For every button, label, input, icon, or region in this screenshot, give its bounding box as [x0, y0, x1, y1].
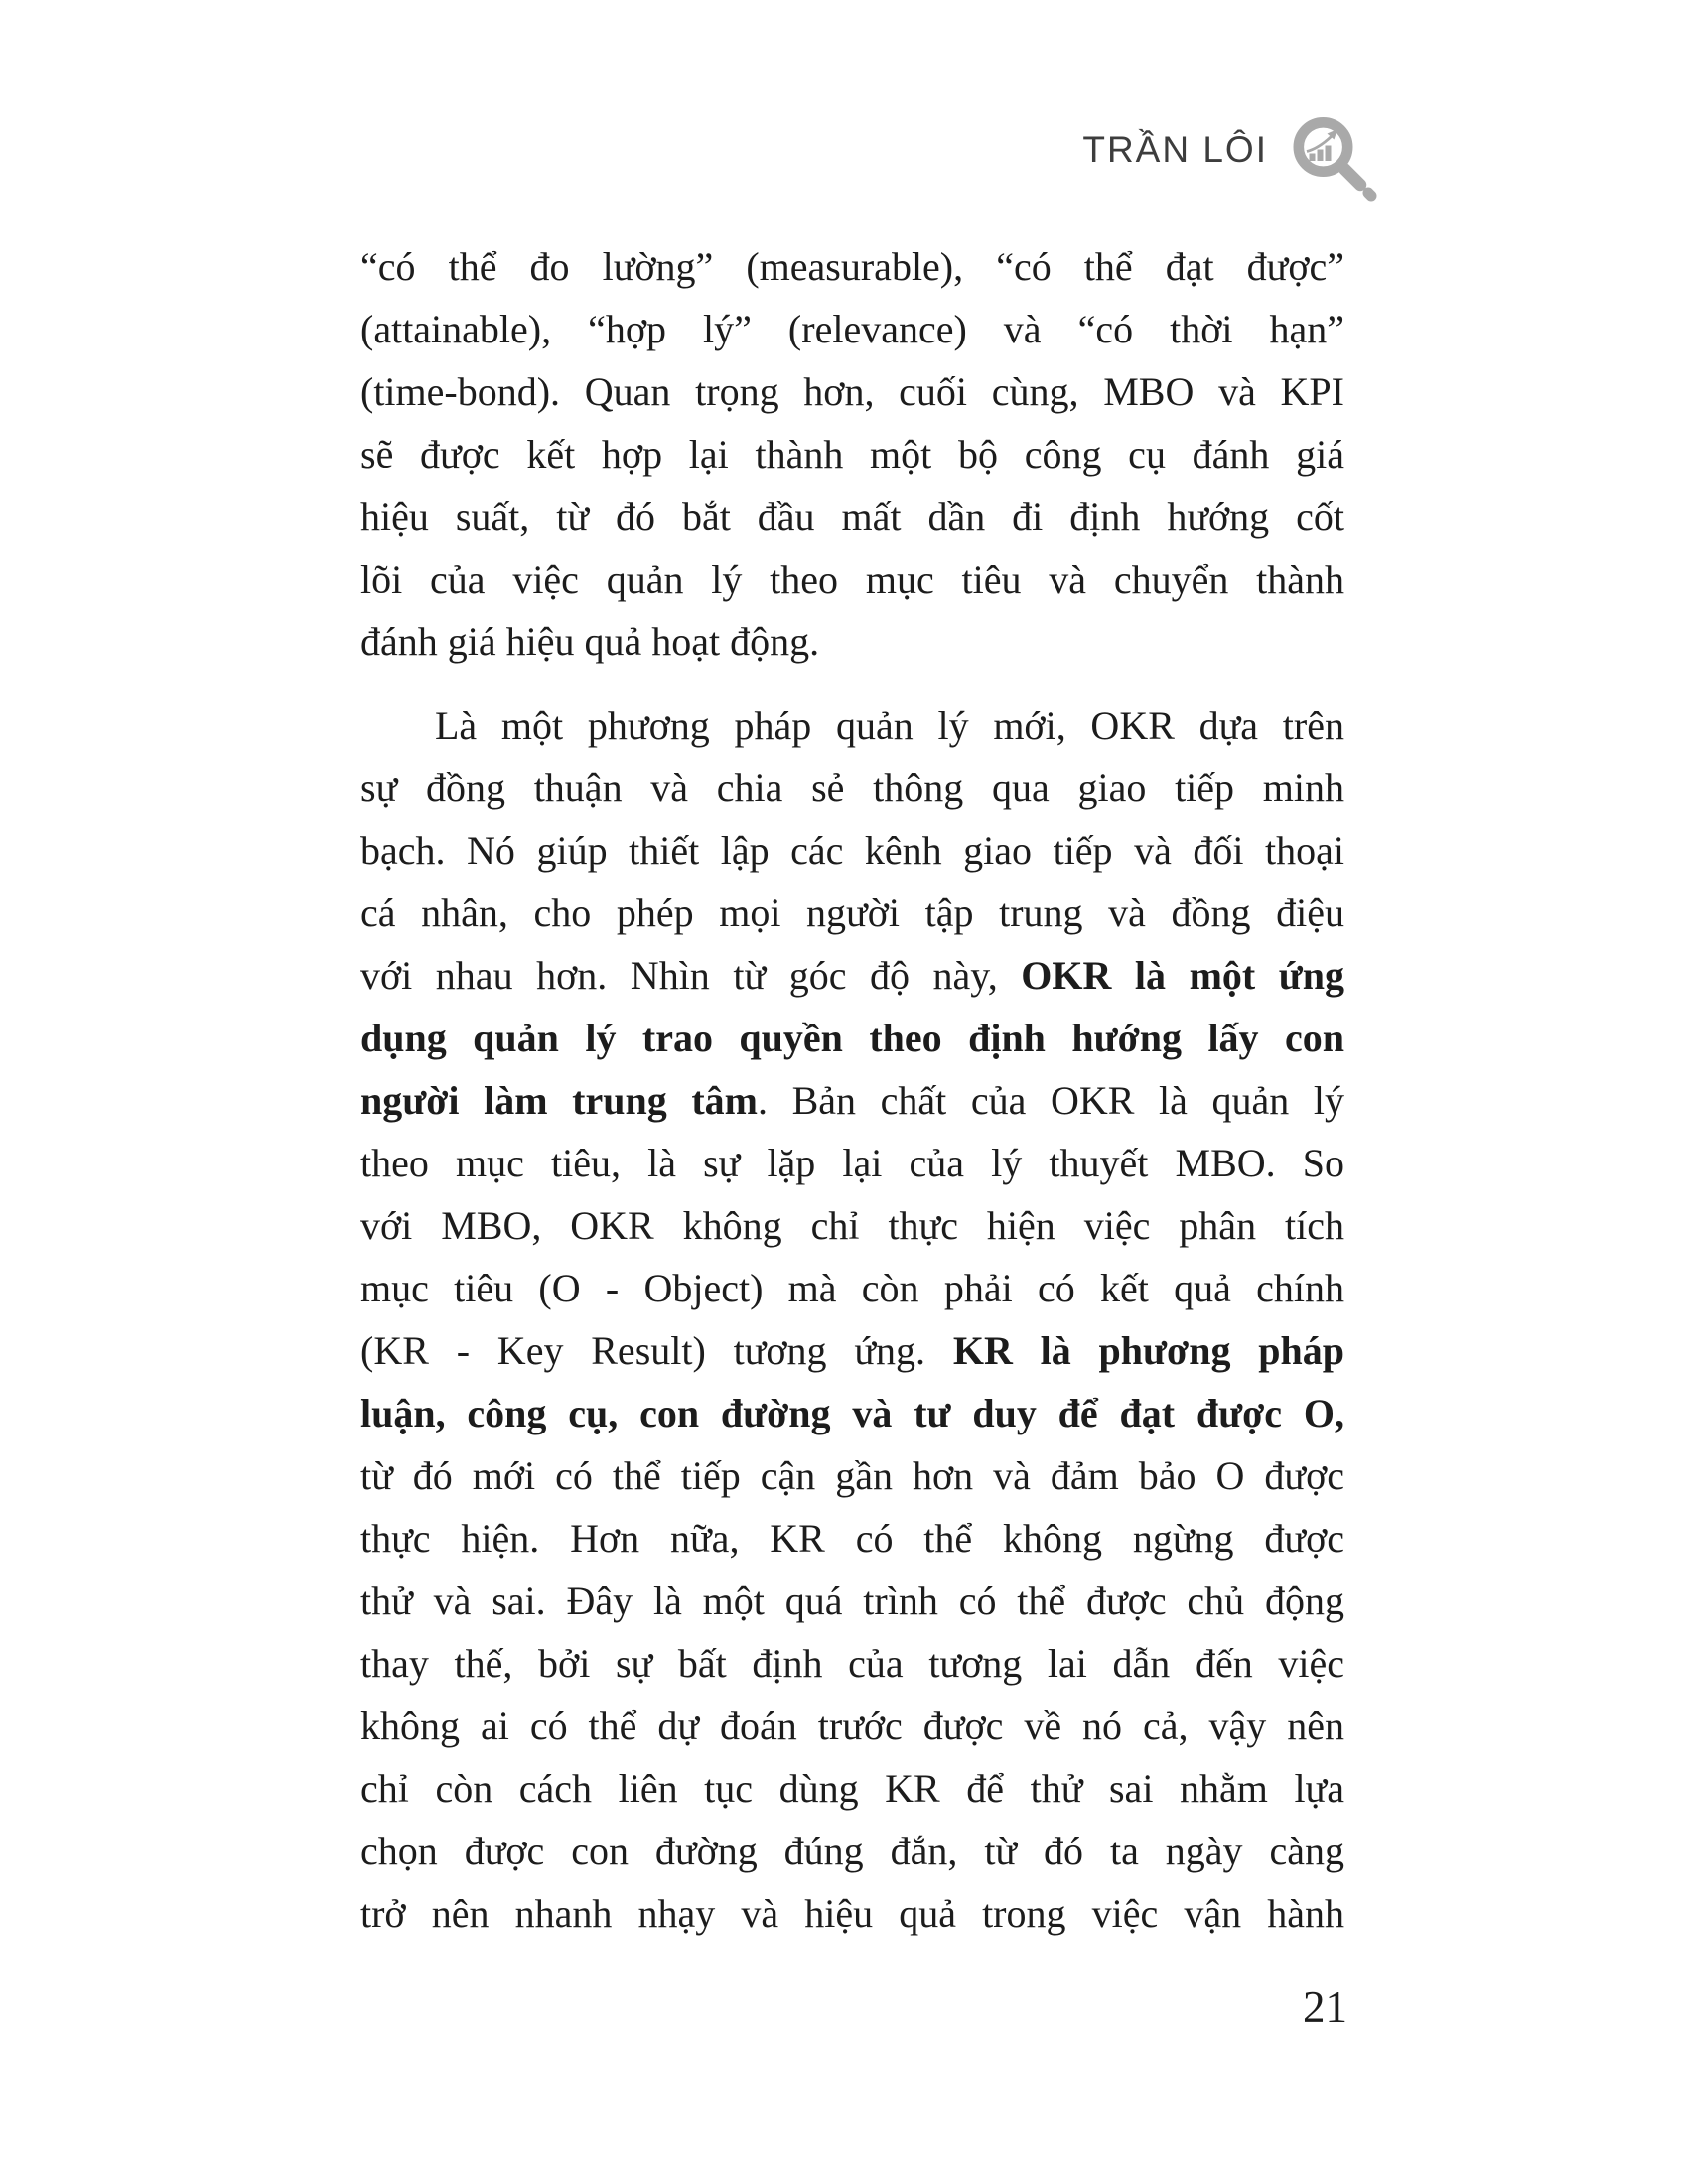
text-line: [360, 1257, 1344, 1319]
running-head-title: TRẦN LÔI: [1082, 129, 1268, 170]
bold-text-segment: KR là phương pháp: [952, 1328, 1344, 1373]
text-segment: thử và sai. Đây là một quá trình có thể được chủ động: [360, 1578, 1344, 1623]
text-segment: Là một phương pháp quản lý mới, OKR dựa trên: [435, 703, 1344, 748]
text-line: [360, 1319, 1344, 1382]
text-segment: với MBO, OKR không chỉ thực hiện việc phân tích: [360, 1203, 1344, 1248]
page-number: 21: [1303, 1982, 1347, 2032]
bar-1: [1310, 154, 1316, 162]
text-line: [360, 235, 1344, 298]
text-segment: sự đồng thuận và chia sẻ thông qua giao tiếp minh: [360, 765, 1344, 810]
text-line: [360, 1382, 1344, 1444]
text-line: [360, 1632, 1344, 1695]
text-segment: chọn được con đường đúng đắn, từ đó ta ngày càng: [360, 1829, 1344, 1873]
text-line: [360, 1507, 1344, 1570]
text-line: [360, 1007, 1344, 1069]
text-segment: (attainable), “hợp lý” (relevance) và “có thời hạn”: [360, 307, 1344, 351]
text-segment: chỉ còn cách liên tục dùng KR để thử sai nhằm lựa: [360, 1766, 1344, 1811]
body-text: [360, 235, 1344, 1945]
bold-text-segment: dụng quản lý trao quyền theo định hướng lấy con: [360, 1016, 1344, 1060]
paragraph: [360, 235, 1344, 673]
text-segment: bạch. Nó giúp thiết lập các kênh giao tiếp và đối thoại: [360, 828, 1344, 873]
text-line: [360, 819, 1344, 882]
text-segment: (time-bond). Quan trọng hơn, cuối cùng, MBO và KPI: [360, 369, 1344, 414]
text-line: [360, 1882, 1344, 1945]
text-line: [360, 360, 1344, 423]
text-line: [360, 1132, 1344, 1194]
handle-tip: [1368, 193, 1371, 196]
bar-3: [1326, 146, 1332, 162]
text-segment: thay thế, bởi sự bất định của tương lai dẫn đến việc: [360, 1641, 1344, 1686]
text-segment: cá nhân, cho phép mọi người tập trung và đồng điệu: [360, 890, 1344, 935]
text-line: [360, 298, 1344, 360]
text-segment: hiệu suất, từ đó bắt đầu mất dần đi định hướng cốt: [360, 494, 1344, 539]
handle: [1345, 170, 1361, 186]
text-line: [360, 1757, 1344, 1820]
text-segment: “có thể đo lường” (measurable), “có thể đạt được”: [360, 244, 1344, 289]
text-line: [360, 882, 1344, 944]
paragraph: [360, 694, 1344, 1945]
bold-text-segment: luận, công cụ, con đường và tư duy để đạt được O,: [360, 1391, 1344, 1435]
text-line: [360, 694, 1344, 756]
text-line: [360, 1444, 1344, 1507]
text-line: [360, 423, 1344, 485]
text-line: [360, 756, 1344, 819]
text-segment: sẽ được kết hợp lại thành một bộ công cụ đánh giá: [360, 432, 1344, 477]
magnifier-growth-chart-icon: [1290, 113, 1385, 208]
text-segment: với nhau hơn. Nhìn từ góc độ này,: [360, 953, 1022, 998]
text-segment: mục tiêu (O - Object) mà còn phải có kết quả chính: [360, 1266, 1344, 1310]
text-segment: . Bản chất của OKR là quản lý: [757, 1078, 1344, 1123]
text-segment: đánh giá hiệu quả hoạt động.: [360, 619, 820, 664]
text-line: [360, 485, 1344, 548]
text-line: [360, 611, 1344, 673]
text-line: [360, 1695, 1344, 1757]
lens-inner-circle: [1303, 127, 1343, 168]
text-segment: trở nên nhanh nhạy và hiệu quả trong việc vận hành: [360, 1891, 1344, 1936]
text-line: [360, 1069, 1344, 1132]
bar-2: [1318, 150, 1324, 162]
text-segment: theo mục tiêu, là sự lặp lại của lý thuyết MBO. So: [360, 1141, 1344, 1185]
text-segment: (KR - Key Result) tương ứng.: [360, 1328, 953, 1373]
text-line: [360, 548, 1344, 611]
text-segment: thực hiện. Hơn nữa, KR có thể không ngừng được: [360, 1516, 1344, 1561]
text-line: [360, 1820, 1344, 1882]
text-segment: từ đó mới có thể tiếp cận gần hơn và đảm bảo O được: [360, 1453, 1344, 1498]
bold-text-segment: OKR là một ứng: [1021, 953, 1345, 998]
text-line: [360, 1570, 1344, 1632]
text-segment: lõi của việc quản lý theo mục tiêu và chuyển thành: [360, 557, 1344, 602]
bold-text-segment: người làm trung tâm: [360, 1078, 758, 1123]
text-line: [360, 1194, 1344, 1257]
text-line: [360, 944, 1344, 1007]
text-segment: không ai có thể dự đoán trước được về nó cả, vậy nên: [360, 1704, 1344, 1748]
